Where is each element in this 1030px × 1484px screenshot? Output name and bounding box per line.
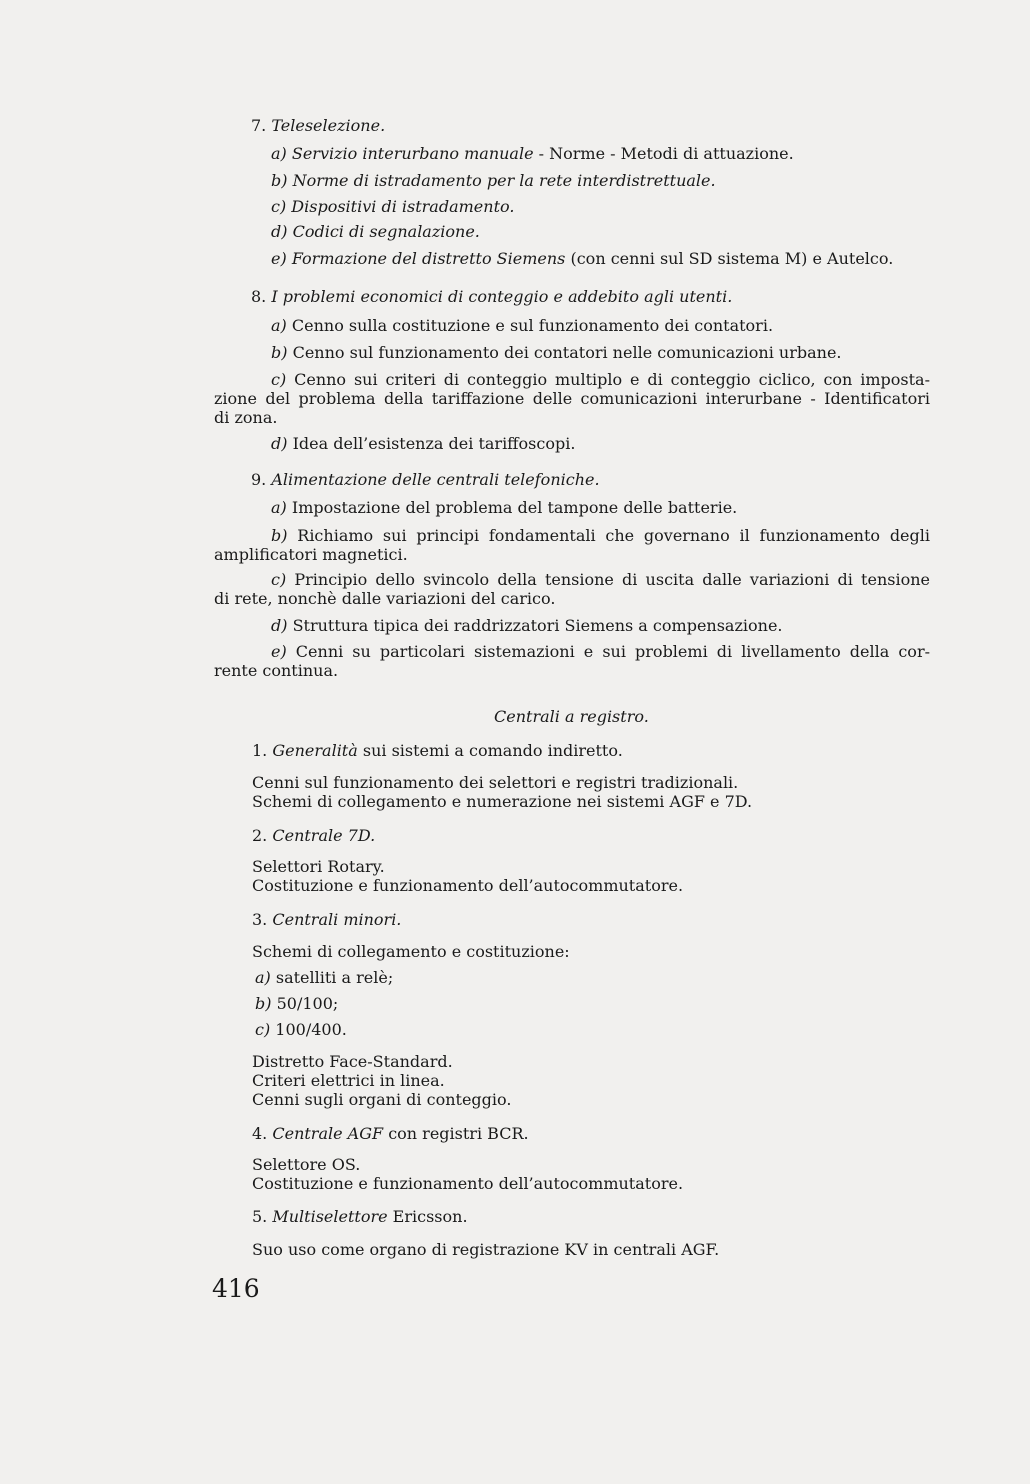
s9-item-d — [271, 616, 783, 636]
section-title-italic: Centrale AGF — [272, 1124, 384, 1143]
item-label: a) — [255, 968, 271, 987]
section-title-italic: Multiselettore — [272, 1207, 388, 1226]
item-label: b) — [271, 526, 288, 545]
s9-item-c-line1 — [214, 570, 930, 590]
item-text: 100/400. — [275, 1020, 347, 1039]
item-label: c) — [271, 370, 287, 389]
registro-s3-line1: Distretto Face-Standard. — [252, 1052, 453, 1071]
item-text: amplificatori magnetici. — [214, 545, 408, 564]
item-text: (con cenni sul SD sistema M) e Autelco. — [565, 249, 894, 268]
registro-s1-line2: Schemi di collegamento e numerazione nei sistemi AGF e 7D. — [252, 792, 753, 811]
item-label: b) — [271, 343, 288, 362]
registro-s1-heading — [252, 741, 623, 761]
section-title: Ericsson. — [387, 1207, 468, 1226]
s9-item-c-line2 — [214, 589, 555, 609]
item-text: Norme di istradamento per la rete interdistrettuale. — [292, 171, 716, 190]
s8-item-d — [271, 434, 575, 454]
item-text: Codici di segnalazione. — [292, 222, 480, 241]
section-number: 4. — [252, 1124, 268, 1143]
item-text-italic: Formazione del distretto Siemens — [291, 249, 566, 268]
registro-s3-item-b — [255, 994, 338, 1014]
registro-s5-line1: Suo uso come organo di registrazione KV in centrali AGF. — [252, 1240, 720, 1259]
item-label: d) — [271, 434, 288, 453]
s9-item-e-line1 — [214, 642, 930, 662]
registro-s3-line2: Criteri elettrici in linea. — [252, 1071, 445, 1090]
item-text: Cenno sulla costituzione e sul funzionamento dei contatori. — [291, 316, 774, 335]
section-8-heading — [251, 287, 732, 307]
item-text: Idea dell’esistenza dei tariffoscopi. — [292, 434, 576, 453]
registro-s2-line1: Selettori Rotary. — [252, 857, 385, 876]
item-label: c) — [271, 570, 287, 589]
item-text-italic: Servizio interurbano manuale — [291, 144, 534, 163]
section-title-italic: Generalità — [272, 741, 358, 760]
item-text: Struttura tipica dei raddrizzatori Siemens a compensazione. — [292, 616, 783, 635]
s9-item-a — [271, 498, 737, 518]
item-label: b) — [255, 994, 272, 1013]
item-label: a) — [271, 316, 287, 335]
item-text: Richiamo sui principi fondamentali che governano il funzionamento degli — [297, 526, 931, 545]
section-title: sui sistemi a comando indiretto. — [357, 741, 623, 760]
registro-s5-heading — [252, 1207, 468, 1227]
registro-s4-heading — [252, 1124, 529, 1144]
section-title: Teleselezione. — [271, 116, 386, 135]
item-text: rente continua. — [214, 661, 339, 680]
item-text: Dispositivi di istradamento. — [291, 197, 515, 216]
s9-item-b-line2 — [214, 545, 408, 565]
registro-s1-line1: Cenni sul funzionamento dei selettori e registri tradizionali. — [252, 773, 739, 792]
registro-s4-line1: Selettore OS. — [252, 1155, 361, 1174]
section-title: Alimentazione delle centrali telefoniche. — [271, 470, 600, 489]
item-label: e) — [271, 249, 287, 268]
s8-item-c-line2 — [214, 389, 930, 409]
section-title: Centrali minori. — [272, 910, 402, 929]
registro-s3-item-a — [255, 968, 393, 988]
s7-item-e — [271, 249, 893, 269]
section-title: Centrale 7D. — [272, 826, 376, 845]
section-number: 3. — [252, 910, 268, 929]
item-text: Principio dello svincolo della tensione di uscita dalle variazioni di tensione — [294, 570, 930, 589]
section-title: I problemi economici di conteggio e addebito agli utenti. — [271, 287, 733, 306]
s9-item-e-line2 — [214, 661, 338, 681]
item-text: zione del problema della tariffazione delle comunicazioni interurbane - Identificatori — [214, 389, 930, 408]
section-9-heading — [251, 470, 600, 490]
item-text: 50/100; — [276, 994, 339, 1013]
item-text: Impostazione del problema del tampone delle batterie. — [291, 498, 738, 517]
s7-item-a — [271, 144, 794, 164]
item-text: di zona. — [214, 408, 278, 427]
item-label: e) — [271, 642, 287, 661]
item-label: a) — [271, 144, 287, 163]
item-text: Cenno sui criteri di conteggio multiplo e di conteggio ciclico, con imposta- — [294, 370, 930, 389]
s8-item-a — [271, 316, 773, 336]
section-number: 9. — [251, 470, 267, 489]
section-number: 2. — [252, 826, 268, 845]
item-text: satelliti a relè; — [275, 968, 394, 987]
item-label: d) — [271, 222, 288, 241]
section-number: 7. — [251, 116, 267, 135]
item-text: Cenni su particolari sistemazioni e sui problemi di livellamento della cor- — [295, 642, 930, 661]
s8-item-c-line3 — [214, 408, 277, 428]
section-7-heading — [251, 116, 385, 136]
item-label: c) — [255, 1020, 271, 1039]
s7-item-d — [271, 222, 480, 242]
registro-s3-intro: Schemi di collegamento e costituzione: — [252, 942, 570, 961]
section-number: 5. — [252, 1207, 268, 1226]
page-number: 416 — [212, 1274, 260, 1303]
s7-item-c — [271, 197, 514, 217]
section-number: 8. — [251, 287, 267, 306]
registro-s4-line2: Costituzione e funzionamento dell’autocommutatore. — [252, 1174, 684, 1193]
section-title: con registri BCR. — [383, 1124, 529, 1143]
item-label: a) — [271, 498, 287, 517]
item-label: c) — [271, 197, 287, 216]
centrali-registro-heading: Centrali a registro. — [494, 707, 649, 726]
registro-s2-heading — [252, 826, 375, 846]
item-text: di rete, nonchè dalle variazioni del carico. — [214, 589, 556, 608]
item-label: d) — [271, 616, 288, 635]
s8-item-c-line1 — [214, 370, 930, 390]
s8-item-b — [271, 343, 842, 363]
registro-s3-heading — [252, 910, 401, 930]
s9-item-b-line1 — [214, 526, 930, 546]
item-label: b) — [271, 171, 288, 190]
registro-s3-line3: Cenni sugli organi di conteggio. — [252, 1090, 512, 1109]
item-text: - Norme - Metodi di attuazione. — [533, 144, 794, 163]
registro-s3-item-c — [255, 1020, 347, 1040]
registro-s2-line2: Costituzione e funzionamento dell’autocommutatore. — [252, 876, 684, 895]
s7-item-b — [271, 171, 716, 191]
item-text: Cenno sul funzionamento dei contatori nelle comunicazioni urbane. — [292, 343, 842, 362]
section-number: 1. — [252, 741, 268, 760]
